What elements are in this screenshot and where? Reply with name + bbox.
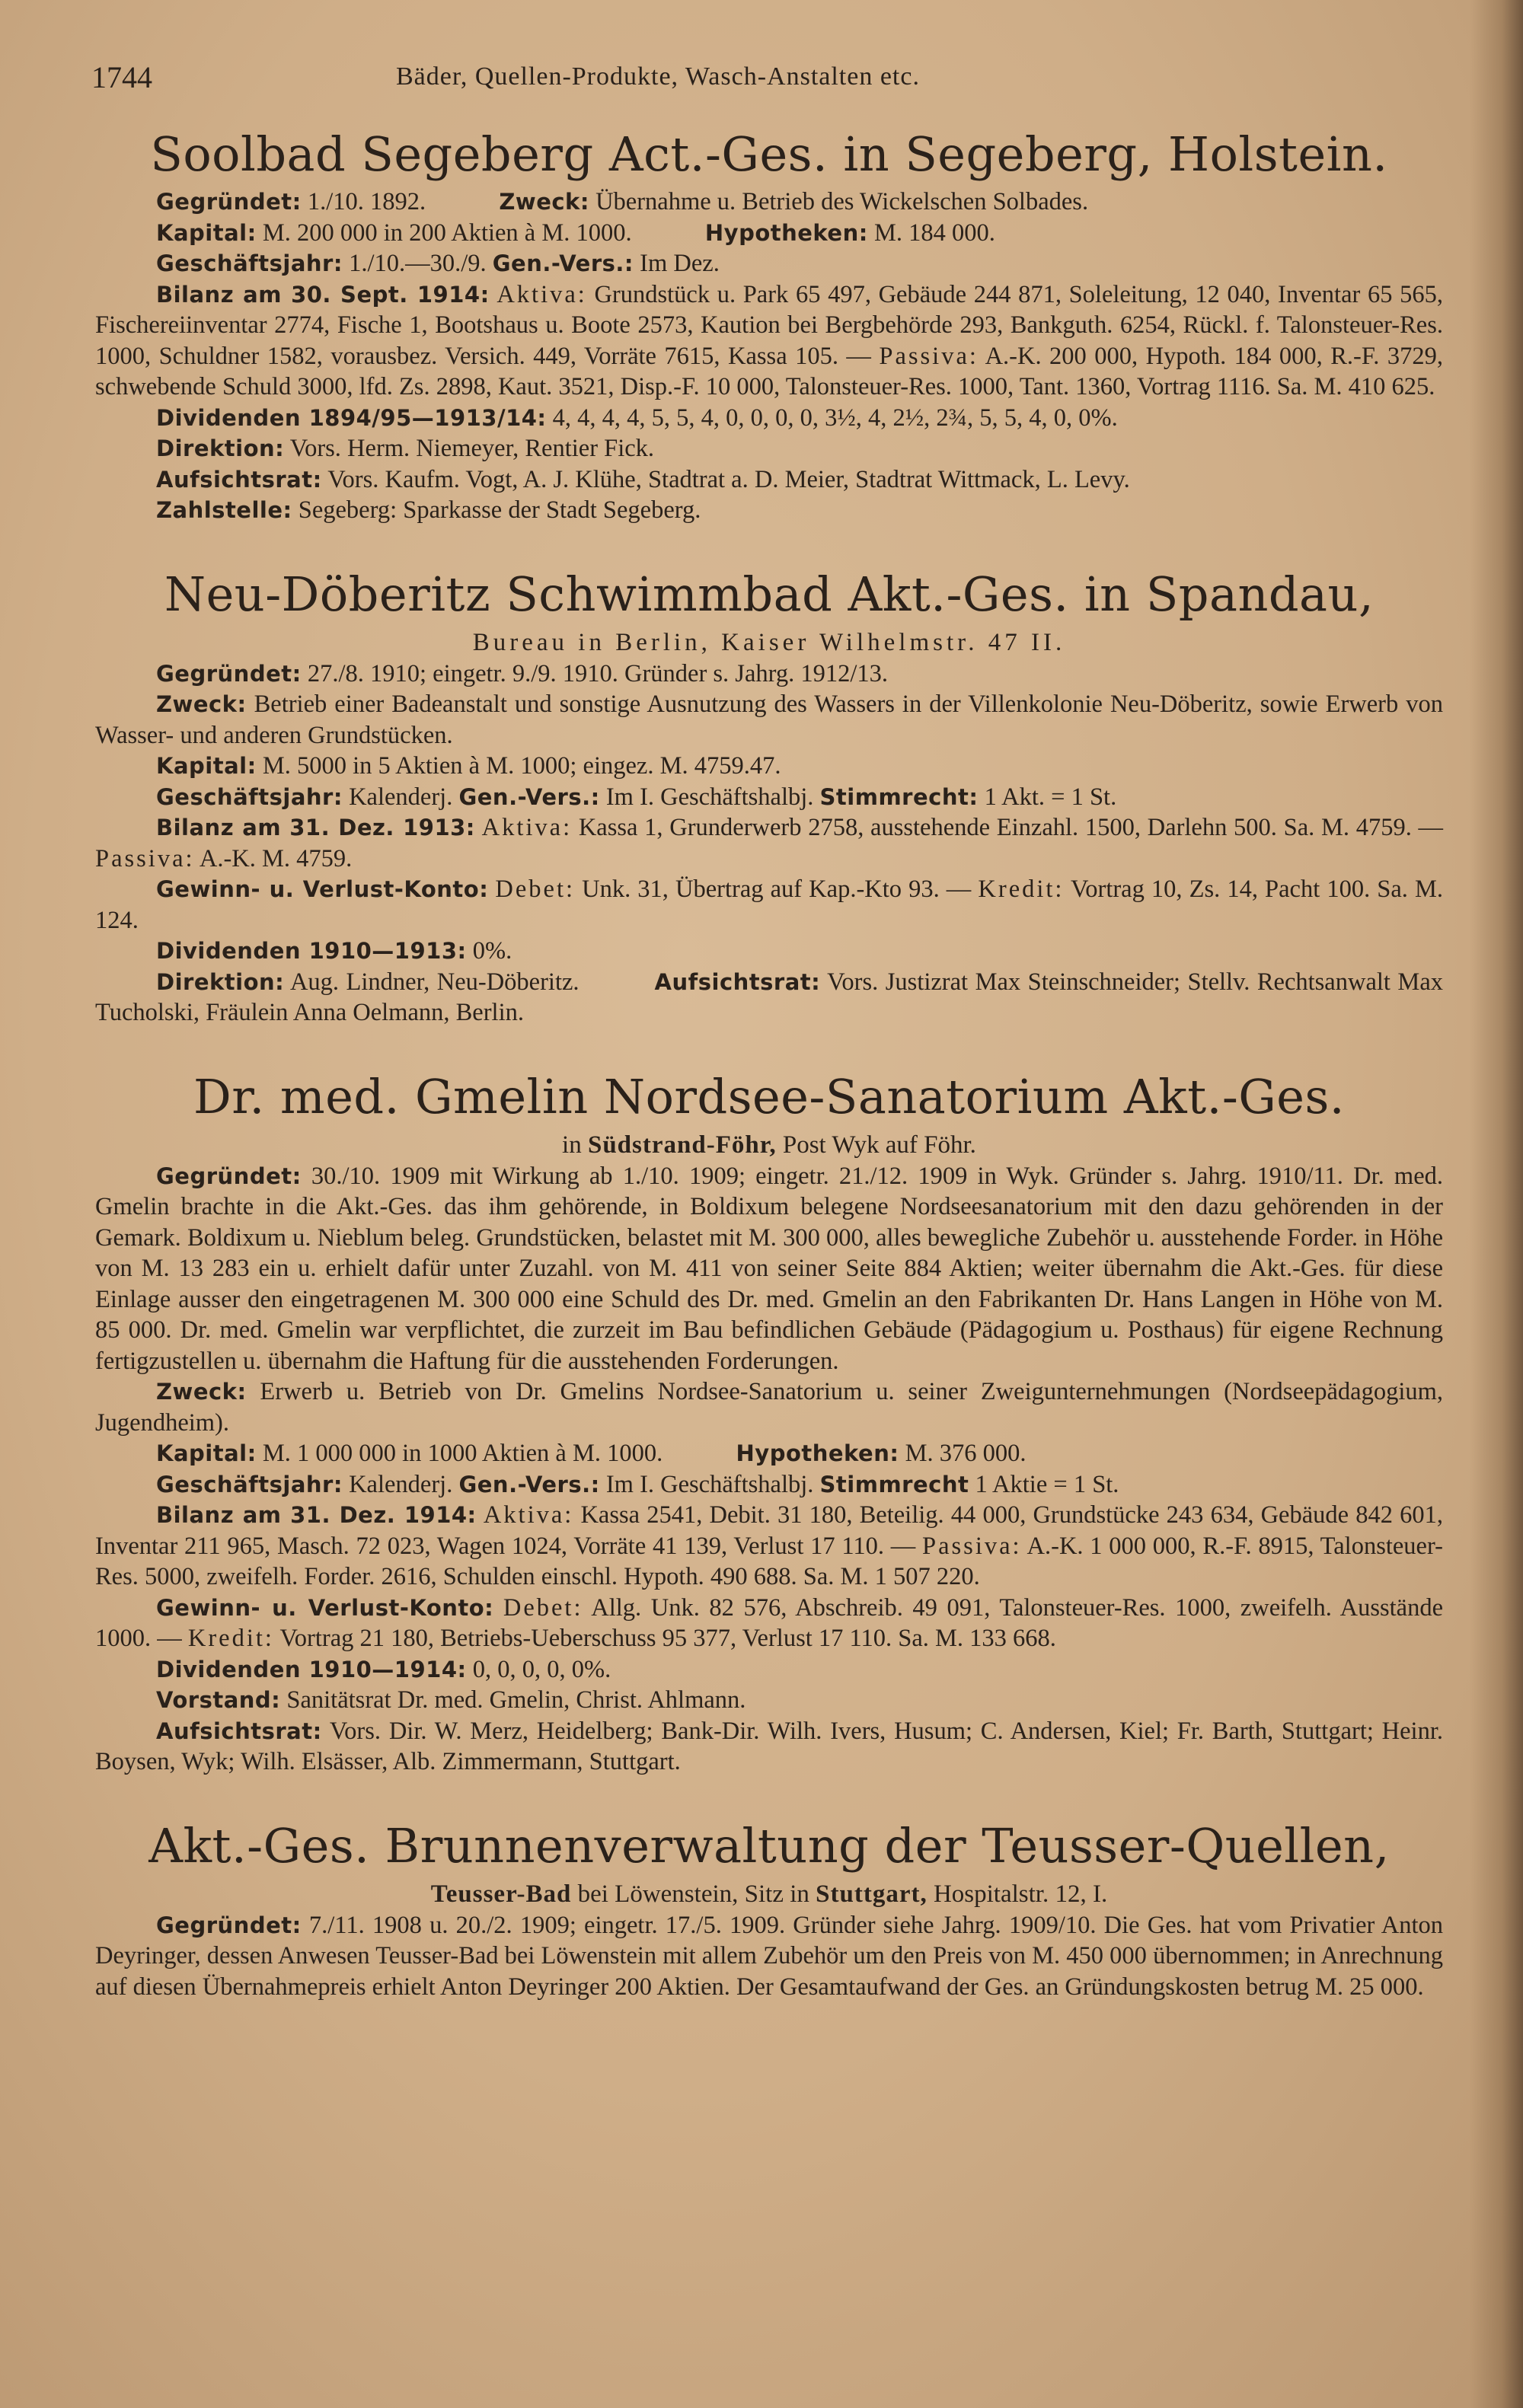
subtitle-location: Südstrand-Föhr, — [587, 1131, 777, 1159]
balance-label: Bilanz am 30. Sept. 1914: — [156, 281, 490, 308]
entry-title: Soolbad Segeberg Act.-Ges. in Segeberg, Holstein. — [150, 126, 1388, 182]
capital-value: M. 5000 in 5 Aktien à M. 1000; eingez. M. 4759.47. — [262, 752, 781, 780]
supervisory-value: Vors. Dir. W. Merz, Heidelberg; Bank-Dir. Wilh. Ivers, Husum; C. Andersen, Kiel; Fr. Barth, Stuttgart; Heinr. Boysen, Wyk; Wilh. Elsässer, Alb. Zimmermann, Stuttgart. — [95, 1717, 1443, 1775]
assets-value: Grundstück u. Park 65 497, Gebäude 244 871, Soleleitung, 12 040, Inventar 65 565, Fischereiinventar 2774, Fische 1, Bootshaus u. Boote 2573, Kaution bei Bergbehörde 293, Bankguth. 6254, Rückl. f. Talonsteuer-Res. 1000, Schuldner 1582, vorausbez. Versich. 449, Vorräte 7615, Kassa 105. — — [95, 280, 1443, 370]
dividends-line — [95, 1654, 1443, 1686]
mortgage-value: M. 376 000. — [905, 1440, 1027, 1467]
capital-label: Kapital: — [156, 753, 257, 779]
liabilities-value: A.-K. M. 4759. — [199, 844, 353, 872]
board-label: Direktion: — [156, 435, 285, 461]
supervisory-label: Aufsichtsrat: — [156, 466, 322, 493]
general-meeting-value: Im I. Geschäftshalbj. — [605, 1470, 814, 1498]
profit-loss-paragraph — [95, 1593, 1443, 1654]
founded-line — [95, 659, 1443, 690]
dividends-value: 4, 4, 4, 4, 5, 5, 4, 0, 0, 0, 0, 3½, 4, 2½, 2¾, 5, 5, 4, 0, 0%. — [552, 403, 1118, 432]
balance-paragraph — [95, 1500, 1443, 1593]
balance-paragraph — [95, 279, 1443, 403]
capital-value: M. 1 000 000 in 1000 Aktien à M. 1000. — [262, 1440, 663, 1467]
founded-paragraph — [95, 1910, 1443, 2003]
fiscal-year-value: Kalenderj. — [349, 1470, 453, 1498]
subtitle-seat: Stuttgart, — [816, 1880, 928, 1908]
subtitle-post: Hospitalstr. 12, I. — [933, 1880, 1108, 1908]
purpose-line — [95, 1376, 1443, 1438]
assets-label: Aktiva: — [496, 280, 587, 308]
dividends-label: Dividenden 1910—1913: — [156, 938, 467, 964]
page-content — [95, 126, 1443, 2042]
voting-right-label: Stimmrecht: — [819, 783, 979, 810]
board-label: Direktion: — [156, 968, 285, 995]
assets-value: Kassa 2541, Debit. 31 180, Beteilig. 44 000, Grundstücke 243 634, Gebäude 842 601, Inventar 211 965, Masch. 72 023, Wagen 1024, Vorräte 41 139, Verlust 17 110. — — [95, 1501, 1444, 1560]
entry-subtitle: Bureau in Berlin, Kaiser Wilhelmstr. 47 II. — [472, 628, 1066, 656]
founded-value: 27./8. 1910; eingetr. 9./9. 1910. Gründer s. Jahrg. 1912/13. — [307, 659, 889, 687]
entry-title: Dr. med. Gmelin Nordsee-Sanatorium Akt.-Ges. — [193, 1068, 1346, 1124]
debit-value: Allg. Unk. 82 576, Abschreib. 49 091, Talonsteuer-Res. 1000, zweifelh. Ausstände 1000. — — [95, 1593, 1443, 1652]
entry-gmelin-sanatorium — [95, 1068, 1443, 1778]
general-meeting-value: Im I. Geschäftshalbj. — [605, 783, 814, 811]
liabilities-value: A.-K. 200 000, Hypoth. 184 000, R.-F. 3729, schwebende Schuld 3000, lfd. Zs. 2898, Kaut. 3521, Disp.-F. 10 000, Talonsteuer-Res. 1000, Tant. 1360, Vortrag 1116. Sa. M. 410 625. — [95, 342, 1443, 400]
mortgage-label: Hypotheken: — [704, 219, 868, 246]
subtitle-prefix: in — [562, 1131, 582, 1159]
entry-title: Akt.-Ges. Brunnenverwaltung der Teusser-Quellen, — [148, 1817, 1390, 1874]
founded-paragraph — [95, 1161, 1443, 1377]
balance-label: Bilanz am 31. Dez. 1913: — [156, 815, 475, 840]
supervisory-line — [95, 1716, 1443, 1778]
subtitle-mid: bei Löwenstein, Sitz in — [577, 1880, 809, 1908]
voting-right-value: 1 Akt. = 1 St. — [984, 783, 1117, 811]
general-meeting-value: Im Dez. — [640, 250, 720, 277]
entry-soolbad-segeberg — [95, 126, 1443, 526]
capital-line — [95, 218, 1443, 249]
debit-value: Unk. 31, Übertrag auf Kap.-Kto 93. — — [582, 875, 972, 903]
running-head — [91, 59, 1447, 105]
capital-line — [95, 1438, 1443, 1469]
debit-label: Debet: — [495, 875, 576, 903]
founded-label: Gegründet: — [156, 189, 302, 215]
voting-right-label: Stimmrecht — [819, 1471, 969, 1497]
founded-line — [95, 187, 1443, 218]
mortgage-value: M. 184 000. — [873, 218, 995, 247]
executive-line — [95, 1685, 1443, 1716]
founded-value: 30./10. 1909 mit Wirkung ab 1./10. 1909; eingetr. 21./12. 1909 in Wyk. Gründer s. Jahrg. 1910/11. Dr. med. Gmelin brachte in die Akt.-Ges. das ihm gehörende, in Boldixum belegene Nordseesanatorium mit den dazu gehörenden in der Gemark. Boldixum u. Nieblum beleg. Grundstücken, belastet mit M. 300 000, alles bewegliche Zubehör u. ausstehende Forder. in Höhe von M. 13 283 ein u. erhielt dafür unter Zuzahl. von M. 411 von seiner Seite 884 Aktien; weiter übernahm die Akt.-Ges. für diese Einlage ausser den eingetragenen M. 300 000 eine Schuld des Dr. med. Gmelin an den Fabrikanten Dr. Hans Langen in Höhe von M. 85 000. Dr. med. Gmelin war verpflichtet, die zurzeit im Bau befindlichen Gebäude (Pädagogium u. Posthaus) für eigene Rechnung fertigzustellen u. übernahm die Haftung für die ausstehenden Forderungen. — [95, 1162, 1444, 1375]
supervisory-value: Vors. Justizrat Max Steinschneider; Stellv. Rechtsanwalt Max Tucholski, Fräulein Anna Oelmann, Berlin. — [95, 968, 1443, 1026]
board-line — [95, 967, 1443, 1029]
dividends-line — [95, 403, 1443, 434]
fiscal-year-label: Geschäftsjahr: — [156, 250, 343, 276]
liabilities-label: Passiva: — [922, 1532, 1022, 1560]
profit-loss-label: Gewinn- u. Verlust-Konto: — [156, 876, 489, 902]
general-meeting-label: Gen.-Vers.: — [458, 783, 600, 810]
executive-label: Vorstand: — [156, 1687, 281, 1713]
fiscal-year-label: Geschäftsjahr: — [156, 783, 343, 810]
entry-neu-doeberitz — [95, 566, 1443, 1029]
balance-label: Bilanz am 31. Dez. 1914: — [156, 1502, 477, 1528]
founded-label: Gegründet: — [156, 1912, 302, 1938]
dividends-line — [95, 936, 1443, 967]
liabilities-value: A.-K. 1 000 000, R.-F. 8915, Talonsteuer-Res. 5000, zweifelh. Forder. 2616, Schulden einschl. Hypoth. 490 688. Sa. M. 1 507 220. — [95, 1532, 1443, 1590]
entry-title: Neu-Döberitz Schwimmbad Akt.-Ges. in Spandau, — [164, 566, 1375, 622]
balance-paragraph — [95, 812, 1443, 874]
founded-value: 7./11. 1908 u. 20./2. 1909; eingetr. 17./5. 1909. Gründer siehe Jahrg. 1909/10. Die Ges. hat vom Privatier Anton Deyringer, dessen Anwesen Teusser-Bad bei Löwenstein mit allem Zubehör um den Preis von M. 450 000 übernommen; in Anrechnung auf diesen Übernahmepreis erhielt Anton Deyringer 200 Aktien. Der Gesamtaufwand der Ges. an Gründungskosten betrug M. 25 000. — [95, 1911, 1444, 2001]
fiscal-year-label: Geschäftsjahr: — [156, 1471, 343, 1497]
dividends-label: Dividenden 1894/95—1913/14: — [156, 404, 547, 431]
purpose-line — [95, 689, 1443, 751]
page-edge-shadow — [1470, 0, 1523, 2408]
entry-teusser-quellen — [95, 1817, 1443, 2003]
paying-agent-line — [95, 495, 1443, 526]
subtitle-post: Post Wyk auf Föhr. — [782, 1131, 976, 1159]
fiscal-year-value: 1./10.—30./9. — [349, 250, 487, 277]
assets-label: Aktiva: — [481, 814, 573, 841]
founded-value: 1./10. 1892. — [307, 188, 426, 215]
profit-loss-paragraph — [95, 874, 1443, 936]
dividends-value: 0%. — [472, 937, 512, 965]
fiscal-year-line — [95, 1469, 1443, 1501]
purpose-value: Übernahme u. Betrieb des Wickelschen Solbades. — [595, 188, 1089, 215]
capital-label: Kapital: — [156, 1440, 257, 1466]
general-meeting-label: Gen.-Vers.: — [458, 1471, 600, 1497]
purpose-value: Erwerb u. Betrieb von Dr. Gmelins Nordsee-Sanatorium u. seiner Zweigunternehmungen (Nordseepädagogium, Jugendheim). — [95, 1378, 1444, 1437]
general-meeting-label: Gen.-Vers.: — [492, 250, 634, 276]
paying-agent-value: Segeberg: Sparkasse der Stadt Segeberg. — [298, 496, 701, 524]
credit-label: Kredit: — [187, 1625, 274, 1652]
founded-label: Gegründet: — [156, 1163, 302, 1189]
assets-value: Kassa 1, Grunderwerb 2758, ausstehende Einzahl. 1500, Darlehn 500. Sa. M. 4759. — — [578, 814, 1444, 841]
capital-line — [95, 751, 1443, 782]
board-line — [95, 433, 1443, 464]
capital-label: Kapital: — [156, 219, 257, 246]
voting-right-value: 1 Aktie = 1 St. — [975, 1470, 1119, 1498]
liabilities-label: Passiva: — [95, 844, 195, 872]
entry-subtitle — [95, 1129, 1443, 1161]
subtitle-resort: Teusser-Bad — [430, 1880, 572, 1908]
founded-label: Gegründet: — [156, 660, 302, 687]
debit-label: Debet: — [503, 1593, 583, 1622]
purpose-label: Zweck: — [156, 1379, 247, 1405]
profit-loss-label: Gewinn- u. Verlust-Konto: — [156, 1594, 494, 1621]
supervisory-value: Vors. Kaufm. Vogt, A. J. Klühe, Stadtrat a. D. Meier, Stadtrat Wittmack, L. Levy. — [327, 465, 1130, 493]
credit-value: Vortrag 10, Zs. 14, Pacht 100. Sa. M. 124. — [95, 875, 1444, 934]
dividends-value: 0, 0, 0, 0, 0%. — [472, 1655, 611, 1683]
entry-subtitle — [95, 1878, 1443, 1910]
board-value: Vors. Herm. Niemeyer, Rentier Fick. — [289, 435, 655, 462]
executive-value: Sanitätsrat Dr. med. Gmelin, Christ. Ahlmann. — [286, 1686, 746, 1714]
capital-value: M. 200 000 in 200 Aktien à M. 1000. — [262, 218, 632, 247]
dividends-label: Dividenden 1910—1914: — [156, 1656, 467, 1682]
paying-agent-label: Zahlstelle: — [156, 497, 292, 523]
purpose-label: Zweck: — [499, 189, 589, 215]
page-number: 1744 — [91, 60, 152, 94]
credit-label: Kredit: — [978, 875, 1065, 903]
supervisory-label: Aufsichtsrat: — [654, 968, 821, 995]
credit-value: Vortrag 21 180, Betriebs-Ueberschuss 95 377, Verlust 17 110. Sa. M. 133 668. — [279, 1625, 1056, 1652]
board-value: Aug. Lindner, Neu-Döberitz. — [289, 968, 580, 996]
purpose-label: Zweck: — [156, 691, 247, 717]
purpose-value: Betrieb einer Badeanstalt und sonstige Ausnutzung des Wassers in der Villenkolonie Neu-Döberitz, sowie Erwerb von Wasser- und anderen Grundstücken. — [95, 691, 1444, 749]
supervisory-label: Aufsichtsrat: — [156, 1717, 322, 1744]
liabilities-label: Passiva: — [879, 342, 979, 370]
fiscal-year-line — [95, 248, 1443, 279]
mortgage-label: Hypotheken: — [736, 1440, 899, 1466]
fiscal-year-value: Kalenderj. — [349, 783, 453, 811]
supervisory-line — [95, 464, 1443, 496]
running-title: Bäder, Quellen-Produkte, Wasch-Anstalten etc. — [396, 62, 920, 91]
fiscal-year-line — [95, 782, 1443, 813]
assets-label: Aktiva: — [483, 1501, 574, 1529]
